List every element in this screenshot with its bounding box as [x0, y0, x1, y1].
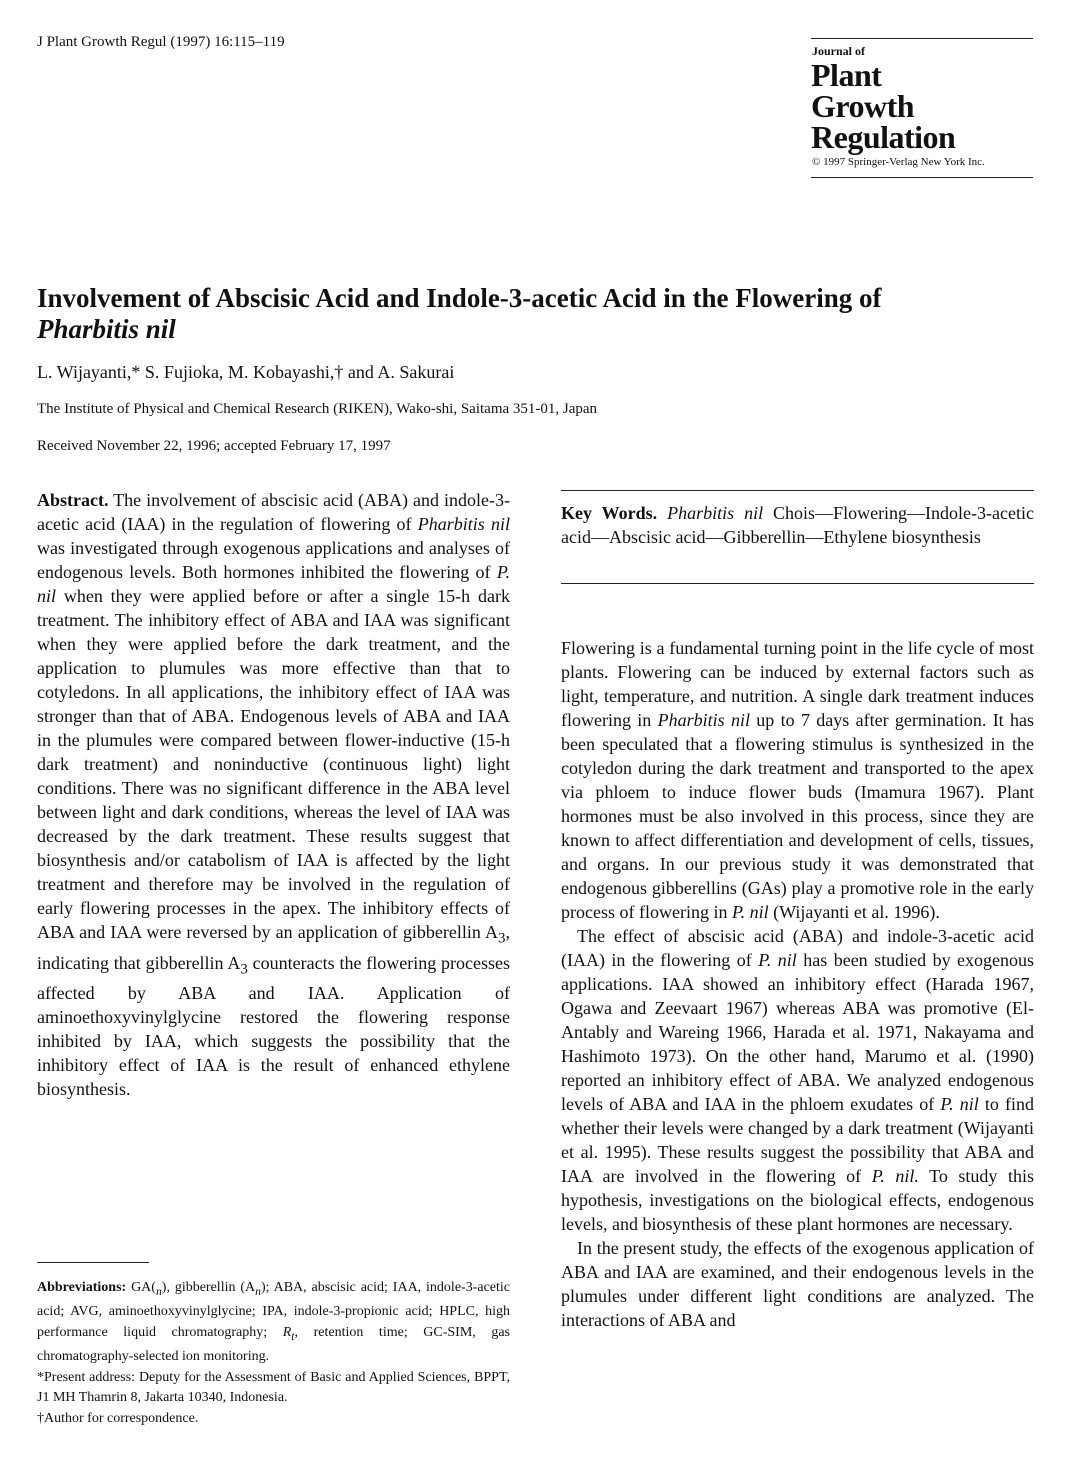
subscript: 3 — [240, 961, 248, 978]
footnote-abbreviations — [37, 1278, 510, 1368]
affiliation: The Institute of Physical and Chemical Research (RIKEN), Wako-shi, Saitama 351-01, Japan — [37, 401, 598, 417]
body-paragraph-1 — [561, 636, 1034, 924]
logo-regulation: Regulation — [811, 119, 956, 155]
body-span: to find whether their levels were changed by a dark treatment (Wijayanti et al. 1995). These results suggest the possibility that ABA and IAA are involved in the flowering of — [561, 1094, 1035, 1186]
body-span: To study this hypothesis, investigations on the biological effects, endogenous levels, and biosynthesis of these plant hormones are necessary. — [561, 1166, 1034, 1234]
authors: L. Wijayanti,* S. Fujioka, M. Kobayashi,† and A. Sakurai — [37, 362, 455, 382]
body-span: up to 7 days after germination. It has been speculated that a flowering stimulus is synthesized in the cotyledon during the dark treatment and transported to the apex via phloem to induce flower buds (Imamura 1967). Plant hormones must be also involved in this process, since they are known to affect differentiation and development of cells, tissues, and organs. In our previous study it was demonstrated that endogenous gibberellins (GAs) play a promotive role in the early process of flowering in — [561, 710, 1035, 922]
footnote-correspondence: †Author for correspondence. — [37, 1410, 199, 1426]
keywords-box — [561, 490, 1034, 584]
logo-copyright: © 1997 Springer-Verlag New York Inc. — [812, 156, 985, 168]
body-span: (Wijayanti et al. 1996). — [768, 902, 940, 922]
logo-growth: Growth — [811, 88, 915, 124]
keywords — [561, 501, 1034, 549]
journal-citation: J Plant Growth Regul (1997) 16:115–119 — [37, 34, 285, 50]
body-species: P. nil — [758, 950, 797, 970]
foot-span: ); ABA, abscisic acid; IAA, indole-3-acetic acid; AVG, aminoethoxyvinylglycine; IPA, indole-3-propionic acid; HPLC, high performance liquid chromatography; — [37, 1280, 510, 1340]
body-paragraph-2 — [561, 924, 1034, 1236]
footnote-rule — [37, 1262, 149, 1263]
body-species: Pharbitis nil — [657, 710, 750, 730]
footnote-present-address: *Present address: Deputy for the Assessment of Basic and Applied Sciences, BPPT, J1 MH Thamrin 8, Jakarta 10340, Indonesia. — [37, 1369, 510, 1406]
body-span: has been studied by exogenous applications. IAA showed an inhibitory effect (Harada 1967, Ogawa and Zeevaart 1967) whereas ABA was promotive (El-Antably and Wareing 1966, Harada et al. 1971, Nakayama and Hashimoto 1973). On the other hand, Marumo et al. (1990) reported an inhibitory effect of ABA. We analyzed endogenous levels of ABA and IAA in the phloem exudates of — [561, 950, 1034, 1114]
title-main: Involvement of Abscisic Acid and Indole-3-acetic Acid in the Flowering of — [37, 283, 882, 313]
keywords-text: Chois—Flowering—Indole-3-acetic acid—Abscisic acid—Gibberellin—Ethylene biosynthesis — [561, 503, 1034, 547]
title-species: Pharbitis nil — [37, 314, 176, 344]
body-span: The effect of abscisic acid (ABA) and indole-3-acetic acid (IAA) in the flowering of — [561, 926, 1034, 970]
abstract-text: when they were applied before or after a single 15-h dark treatment. The inhibitory effect of ABA and IAA was significant when they were applied before the dark treatment, and the application to plumules was more effective than that to cotyledons. In all applications, the inhibitory effect of IAA was stronger than that of ABA. Endogenous levels of ABA and IAA in the plumules were compared between flower-inductive (15-h dark treatment) and noninductive (continuous light) light conditions. There was no significant difference in the ABA level between light and dark conditions, whereas the level of IAA was decreased by the dark treatment. These results suggest that biosynthesis and/or catabolism of IAA is affected by the light treatment and therefore may be involved in the regulation of early flowering processes in the apex. The inhibitory effects of ABA and IAA were reversed by an application of gibberellin A — [37, 586, 510, 942]
body-species: P. nil. — [871, 1166, 919, 1186]
foot-sub: n — [155, 1284, 162, 1298]
foot-span: ), gibberellin (A — [161, 1280, 256, 1295]
keywords-species: Pharbitis nil — [667, 503, 764, 523]
abstract-species: P. nil — [37, 562, 510, 606]
logo-journal-of: Journal of — [812, 44, 866, 58]
foot-rt: R — [282, 1324, 292, 1340]
journal-logo — [811, 38, 1033, 178]
abstract — [37, 488, 510, 1101]
body-text — [561, 636, 1034, 1332]
abstract-text: The involvement of abscisic acid (ABA) and indole-3-acetic acid (IAA) in the regulation of flowering of — [37, 490, 510, 534]
body-span: Flowering is a fundamental turning point in the life cycle of most plants. Flowering can be induced by external factors such as light, temperature, and nutrition. A single dark treatment induces flowering in — [561, 638, 1034, 730]
body-species: P. nil — [940, 1094, 979, 1114]
body-species: P. nil — [731, 902, 769, 922]
abstract-text: counteracts the flowering processes affected by ABA and IAA. Application of aminoethoxyvinylglycine restored the flowering response inhibited by IAA, which suggests the possibility that the inhibitory effect of IAA is the result of enhanced ethylene biosynthesis. — [37, 952, 510, 1100]
abstract-text: was investigated through exogenous applications and analyses of endogenous levels. Both hormones inhibited the flowering of — [37, 538, 510, 582]
abstract-label: Abstract. — [37, 490, 109, 510]
abstract-text: , indicating that gibberellin A — [37, 922, 510, 973]
foot-span: GA( — [126, 1280, 156, 1295]
foot-sub: n — [255, 1284, 261, 1298]
abbr-label: Abbreviations: — [37, 1280, 127, 1295]
subscript: 3 — [498, 930, 506, 947]
logo-plant: Plant — [811, 57, 882, 93]
received-dates: Received November 22, 1996; accepted February 17, 1997 — [37, 438, 391, 454]
body-paragraph-3: In the present study, the effects of the exogenous application of ABA and IAA are examined, and their endogenous levels in the plumules under different light conditions are analyzed. The interactions of ABA and — [561, 1238, 1034, 1330]
abstract-species: Pharbitis nil — [417, 514, 510, 534]
foot-sub: t — [291, 1329, 295, 1343]
foot-span: , retention time; GC-SIM, gas chromatography-selected ion monitoring. — [37, 1324, 510, 1365]
footnotes — [37, 1278, 510, 1429]
article-title — [37, 283, 1037, 345]
keywords-label: Key Words. — [561, 503, 658, 523]
